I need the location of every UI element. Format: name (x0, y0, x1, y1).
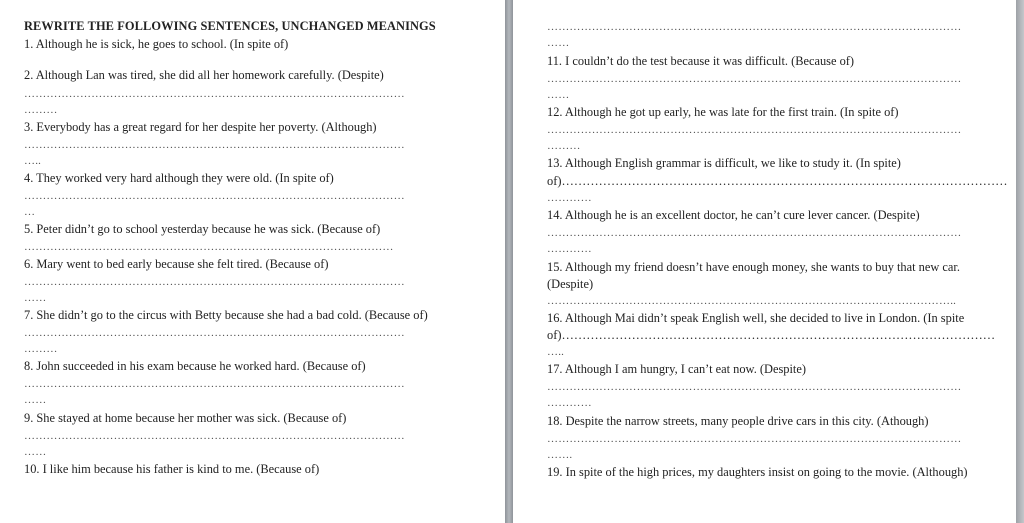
exercise-sentence: 12. Although he got up early, he was late for the first train. (In spite of) (547, 105, 899, 119)
exercise-sentence-continued: of)……………………………………………………………………………………………… (547, 174, 1008, 188)
exercise-sentence: 4. They worked very hard although they were old. (In spite of) (24, 171, 334, 185)
exercise-sentence: 13. Although English grammar is difficult, we like to study it. (In spite) (547, 156, 901, 170)
answer-line[interactable]: ………………………………………………………………………………………… (24, 88, 405, 100)
worksheet-page-right (513, 0, 1016, 523)
exercise-sentence: 5. Peter didn’t go to school yesterday because he was sick. (Because of) (24, 222, 381, 236)
exercise-sentence: 10. I like him because his father is kind to me. (Because of) (24, 462, 320, 476)
answer-line[interactable]: ………… (547, 397, 592, 409)
exercise-sentence: 9. She stayed at home because her mother was sick. (Because of) (24, 411, 347, 425)
exercise-sentence: 1. Although he is sick, he goes to school. (In spite of) (24, 37, 289, 51)
answer-line[interactable]: ………… (547, 192, 592, 204)
answer-line[interactable]: ………………………………………………………………………………………… (24, 276, 405, 288)
answer-line[interactable]: ………… (547, 243, 592, 255)
answer-line[interactable]: ………………………………………………………………………………………………… (547, 381, 962, 393)
answer-line[interactable]: ………………………………………………………………………………………………… (547, 433, 962, 445)
answer-line[interactable]: …… (24, 292, 47, 304)
exercise-sentence-continued: of)…………………………………………………………………………………………… (547, 328, 996, 342)
exercise-sentence: 11. I couldn’t do the test because it was difficult. (Because of) (547, 54, 855, 68)
answer-line[interactable]: ………………………………………………………………………………………………… (547, 21, 962, 33)
exercise-sentence: 19. In spite of the high prices, my daughters insist on going to the movie. (Although) (547, 465, 968, 479)
answer-line[interactable]: ….. (547, 346, 565, 358)
exercise-sentence: 17. Although I am hungry, I can’t eat now. (Despite) (547, 362, 806, 376)
answer-line[interactable]: ……… (547, 140, 581, 152)
page-gutter (505, 0, 513, 523)
answer-line[interactable]: ………………………………………………………………………………………… (24, 430, 405, 442)
answer-line[interactable]: ………………………………………………………………………………………………… (547, 124, 962, 136)
exercise-sentence-continued: (Despite) (547, 277, 594, 291)
answer-line[interactable]: … (24, 206, 36, 218)
exercise-sentence: 14. Although he is an excellent doctor, he can’t cure lever cancer. (Despite) (547, 208, 920, 222)
answer-line[interactable]: ….. (24, 155, 42, 167)
exercise-sentence: 16. Although Mai didn’t speak English well, she decided to live in London. (In spite (547, 311, 965, 325)
answer-line[interactable]: ………………………………………………………………………………………………… (547, 227, 962, 239)
worksheet-page-left (0, 0, 505, 523)
answer-line[interactable]: ……. (547, 449, 573, 461)
answer-line[interactable]: ………………………………………………………………………………………………… (547, 73, 962, 85)
answer-line[interactable]: ………………………………………………………………………………………… (24, 190, 405, 202)
answer-line[interactable]: ……… (24, 343, 58, 355)
exercise-sentence: 6. Mary went to bed early because she felt tired. (Because of) (24, 257, 329, 271)
answer-line[interactable]: ………………………………………………………………………………………… (24, 378, 405, 390)
answer-line[interactable]: ………………………………………………………………………………………… (24, 139, 405, 151)
answer-line[interactable]: ………………………………………………………………………………………… (24, 327, 405, 339)
answer-line[interactable]: …… (24, 394, 47, 406)
exercise-sentence: 3. Everybody has a great regard for her despite her poverty. (Although) (24, 120, 377, 134)
answer-line[interactable]: ……………………………………………………………………………………………….. (547, 295, 957, 307)
exercise-sentence: 15. Although my friend doesn’t have enough money, she wants to buy that new car. (547, 260, 960, 274)
exercise-sentence: 2. Although Lan was tired, she did all her homework carefully. (Despite) (24, 68, 384, 82)
answer-line[interactable]: ……………………………………………………………………………………… (24, 241, 394, 253)
page-edge (1016, 0, 1024, 523)
exercise-sentence: 7. She didn’t go to the circus with Betty because she had a bad cold. (Because of) (24, 308, 428, 322)
worksheet-title: REWRITE THE FOLLOWING SENTENCES, UNCHANGED MEANINGS (24, 19, 436, 33)
answer-line[interactable]: …… (547, 37, 570, 49)
answer-line[interactable]: …… (547, 89, 570, 101)
answer-line[interactable]: …… (24, 446, 47, 458)
exercise-sentence: 18. Despite the narrow streets, many people drive cars in this city. (Athough) (547, 414, 929, 428)
exercise-sentence: 8. John succeeded in his exam because he worked hard. (Because of) (24, 359, 366, 373)
answer-line[interactable]: ……… (24, 104, 58, 116)
